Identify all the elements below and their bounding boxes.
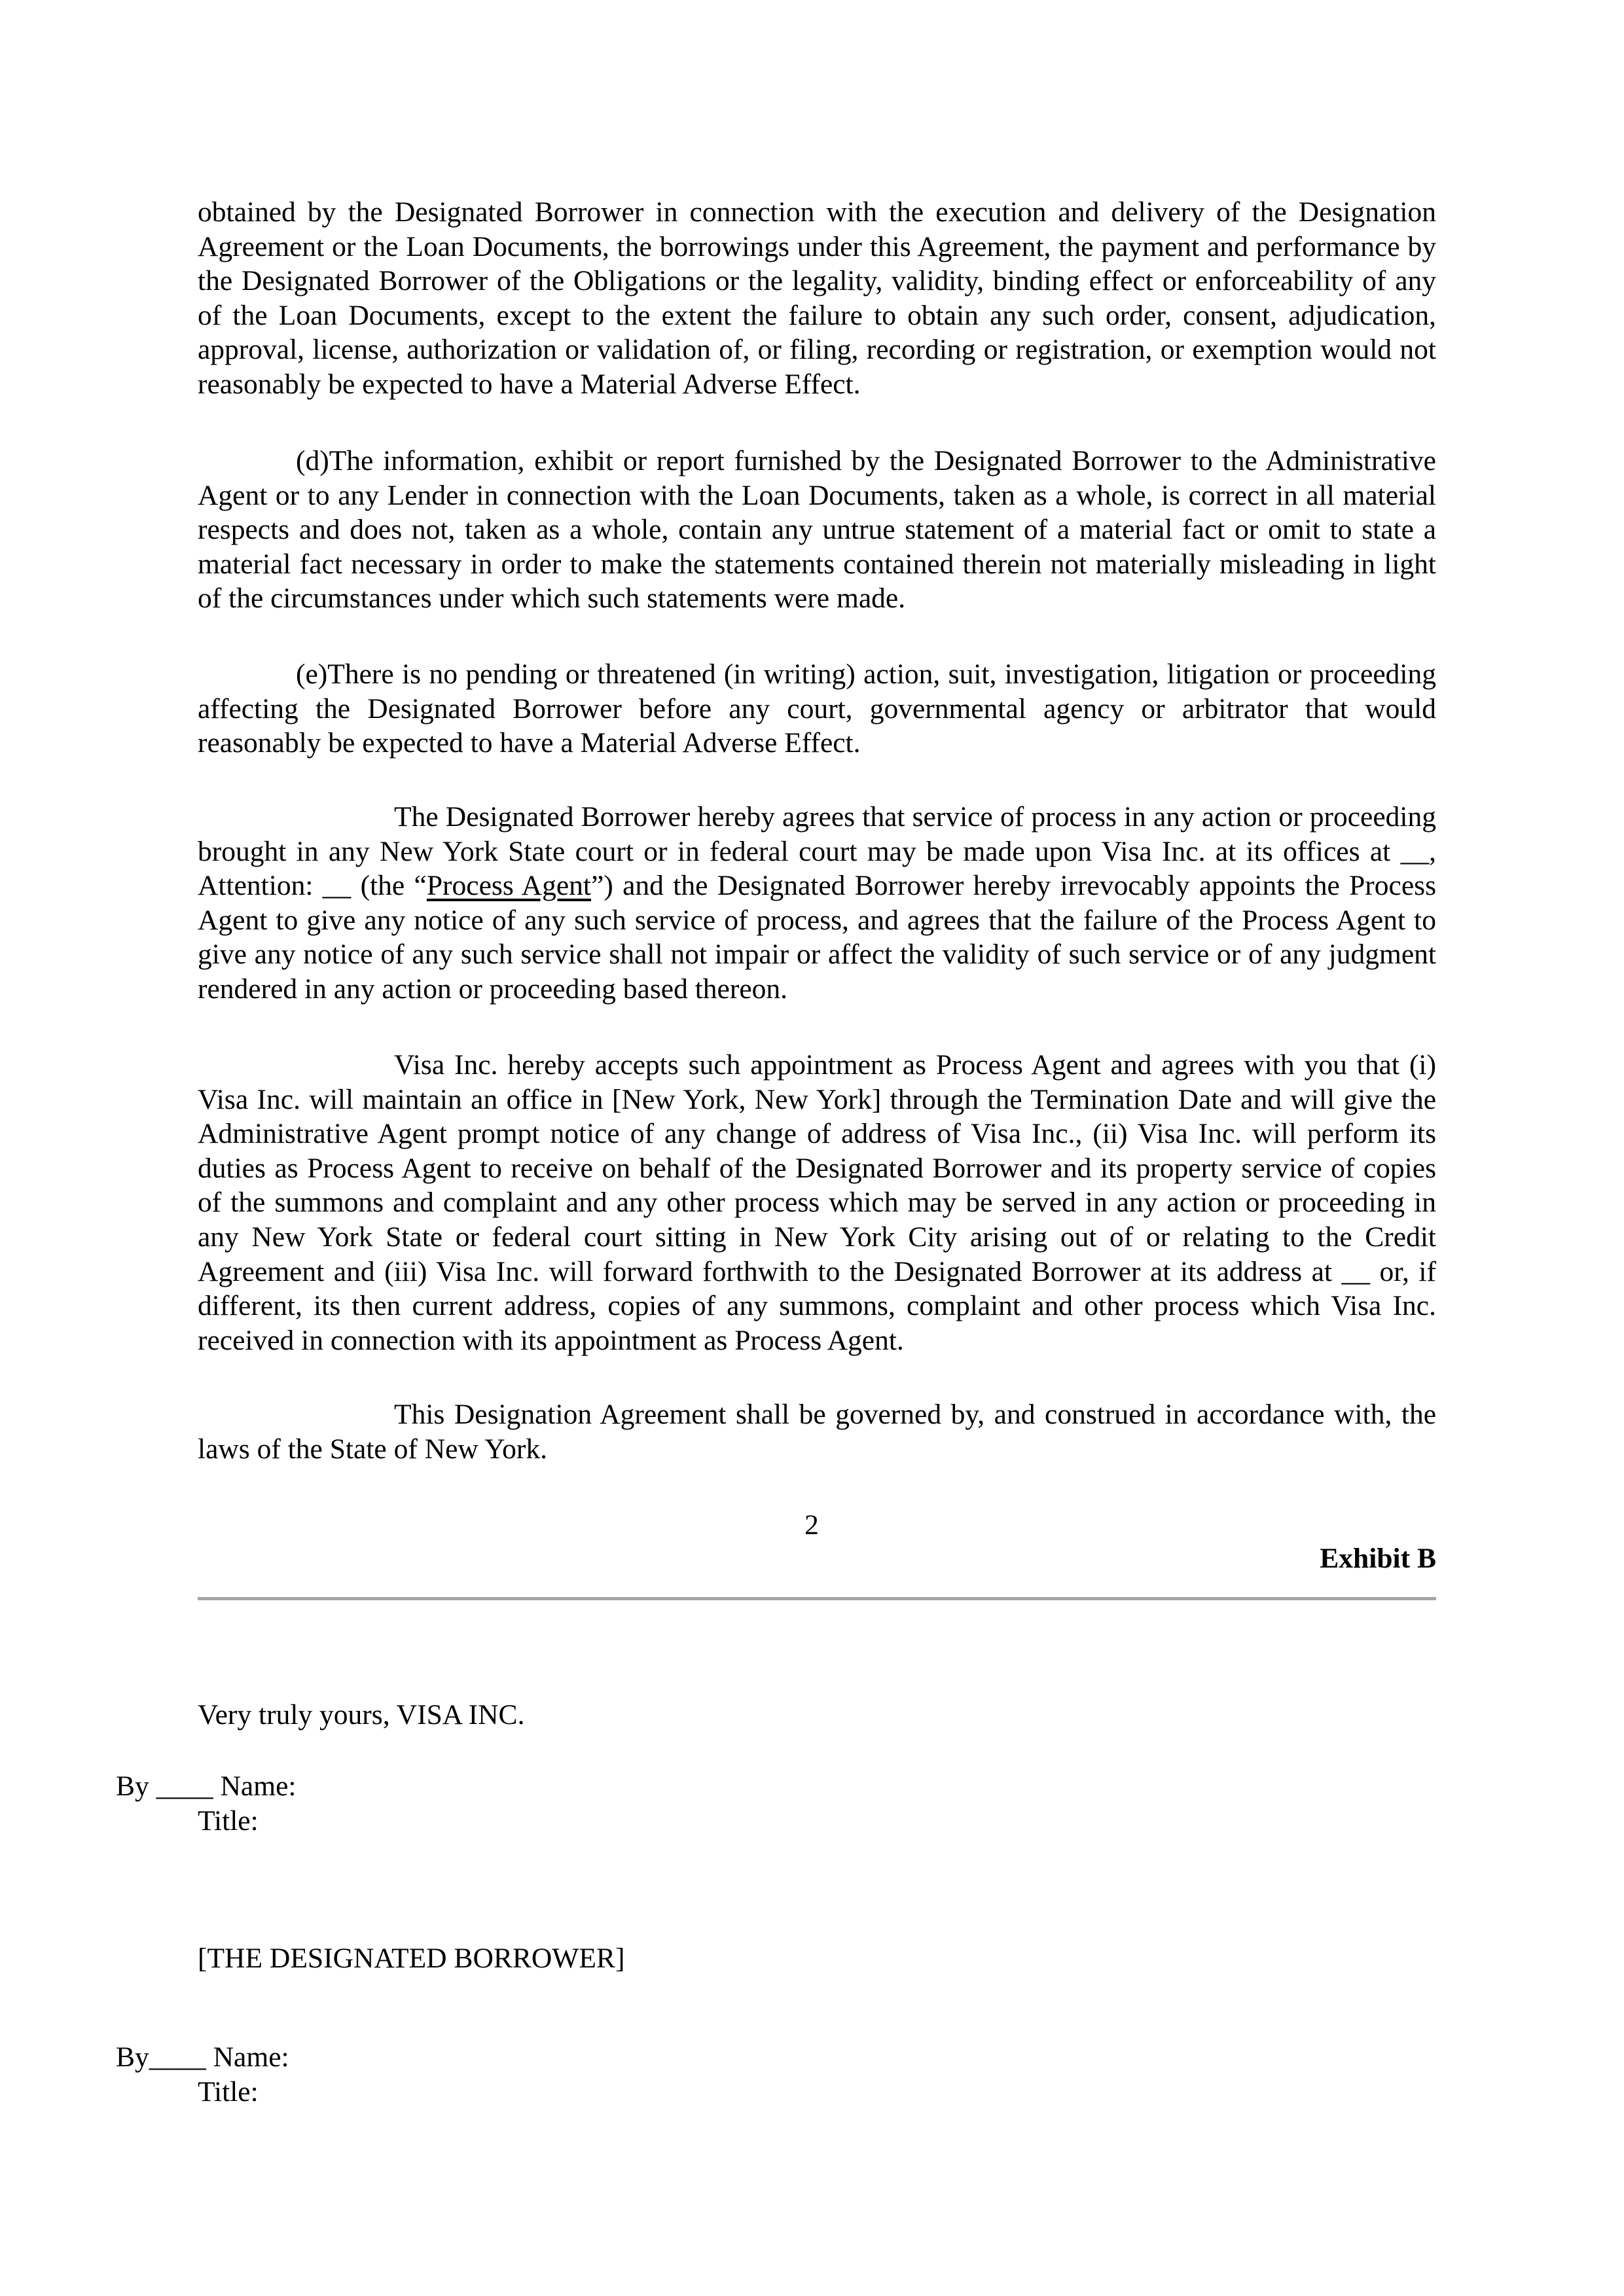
service-text-before: The Designated Borrower hereby agrees that service of process in any action or proceeding brought in any New York State court or in federal court may be made upon Visa Inc. at its offices at __, Attention: __ (the “: [198, 801, 1436, 902]
borrower-signature-line: By____ Name:: [116, 2041, 289, 2073]
header-divider: [198, 1597, 1436, 1600]
borrower-heading: [THE DESIGNATED BORROWER]: [198, 1943, 625, 1974]
paragraph-d-information: (d)The information, exhibit or report furnished by the Designated Borrower to the Administrative Agent or to any Lender in connection with the Loan Documents, taken as a whole, is correct in all material respects and does not, taken as a whole, contain any untrue statement of a material fact or omit to state a material fact necessary in order to make the statements contained therein not materially misleading in light of the circumstances under which such statements were made.: [198, 445, 1436, 615]
paragraph-e-litigation: (e)There is no pending or threatened (in writing) action, suit, investigation, litigation or proceeding affecting the Designated Borrower before any court, governmental agency or arbitrator that would reasonably be expected to have a Material Adverse Effect.: [198, 658, 1436, 759]
paragraph-service-of-process: [198, 800, 1436, 1007]
paragraph-process-agent-acceptance: Visa Inc. hereby accepts such appointment as Process Agent and agrees with you that (i) Visa Inc. will maintain an office in [New York, New York] through the Termination Date and will give the Administrative Agent prompt notice of any change of address of Visa Inc., (ii) Visa Inc. will perform its duties as Process Agent to receive on behalf of the Designated Borrower and its property service of copies of the summons and complaint and any other process which may be served in any action or proceeding in any New York State or federal court sitting in New York City arising out of or relating to the Credit Agreement and (iii) Visa Inc. will forward forthwith to the Designated Borrower at its address at __ or, if different, its then current address, copies of any summons, complaint and other process which Visa Inc. received in connection with its appointment as Process Agent.: [198, 1049, 1436, 1356]
paragraph-approvals-continued: obtained by the Designated Borrower in connection with the execution and delivery of the Designation Agreement or the Loan Documents, the borrowings under this Agreement, the payment and performance by the Designated Borrower of the Obligations or the legality, validity, binding effect or enforceability of any of the Loan Documents, except to the extent the failure to obtain any such order, consent, adjudication, approval, license, authorization or validation of, or filing, recording or registration, or exemption would not reasonably be expected to have a Material Adverse Effect.: [198, 196, 1436, 400]
exhibit-label: Exhibit B: [1320, 1543, 1436, 1574]
visa-signature-line: By ____ Name:: [116, 1770, 297, 1802]
paragraph-governing-law: This Designation Agreement shall be governed by, and construed in accordance with, the laws of the State of New York.: [198, 1399, 1436, 1465]
visa-title-line: Title:: [198, 1805, 259, 1837]
service-text-after: ”) and the Designated Borrower hereby irrevocably appoints the Process Agent to give any notice of any such service of process, and agrees that the failure of the Process Agent to give any notice of any such service shall not impair or affect the validity of such service or of any judgment rendered in any action or proceeding based thereon.: [198, 870, 1436, 1005]
process-agent-defined-term: Process Agent: [426, 870, 591, 902]
borrower-title-line: Title:: [198, 2076, 259, 2108]
closing-line: Very truly yours, VISA INC.: [198, 1699, 525, 1731]
page-number: 2: [804, 1509, 819, 1541]
